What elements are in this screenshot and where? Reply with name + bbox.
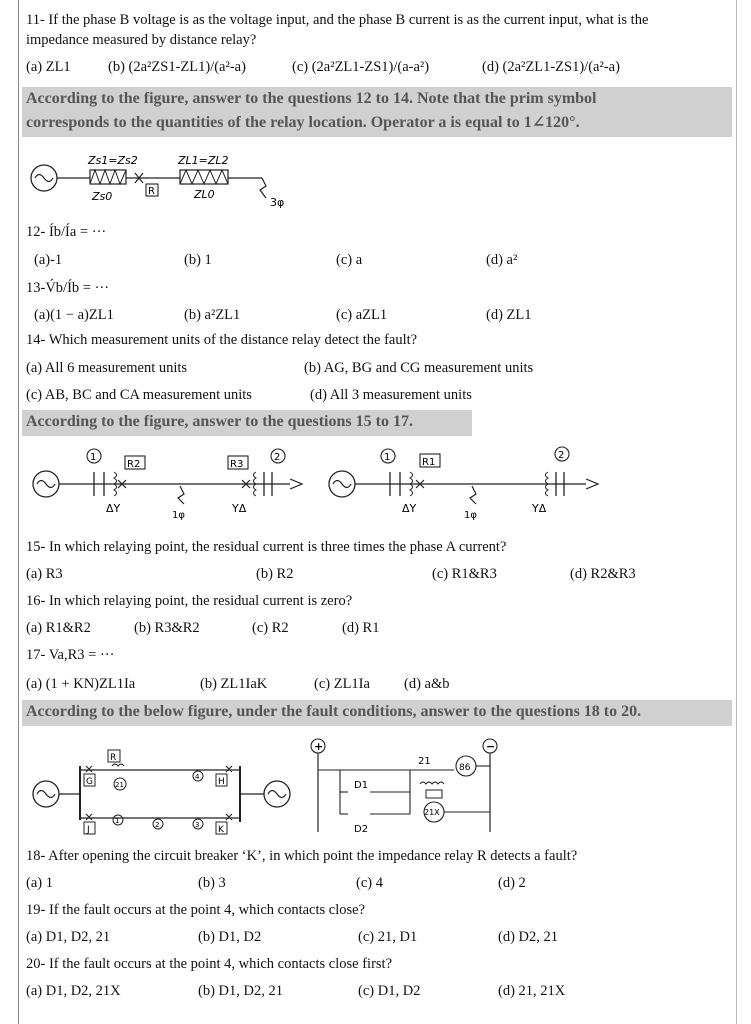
fig2-left-dy: ΔY	[106, 502, 121, 515]
right-margin-rule	[736, 0, 737, 1024]
fig3-relay-r: R	[110, 753, 117, 763]
arrow-right-icon	[586, 479, 598, 489]
q17-option-b: (b) ZL1IaK	[200, 676, 268, 692]
q20-option-d: (d) 21, 21X	[498, 983, 566, 999]
q18-option-a: (a) 1	[26, 875, 53, 891]
q14-stem: 14- Which measurement units of the distance relay detect the fault?	[26, 332, 418, 348]
q15-option-b: (b) R2	[256, 566, 294, 582]
banner-questions-15-17: According to the figure, answer to the questions 15 to 17.	[22, 410, 472, 436]
q18-option-b: (b) 3	[198, 875, 226, 891]
q16-stem: 16- In which relaying point, the residual current is zero?	[26, 593, 353, 609]
fig2-left-node-2: 2	[274, 452, 281, 463]
q12-option-b: (b) 1	[184, 252, 212, 268]
sine-wave-icon	[37, 481, 55, 488]
breaker-g-x	[86, 766, 92, 772]
fig2-right-node-1: 1	[384, 452, 391, 463]
fig1-relay-label: R	[148, 186, 155, 197]
banner-questions-12-14	[22, 87, 732, 137]
banner1-line1: According to the figure, answer to the questions 12 to 14. Note that the prim symbol	[26, 90, 597, 107]
q12-stem: 12- Íb/Ía = ···	[26, 224, 107, 240]
fig3-contact-21: 21	[418, 756, 431, 767]
fig3-lockout-86: 86	[459, 763, 471, 773]
q14-option-b: (b) AG, BG and CG measurement units	[304, 360, 534, 376]
arrow-right-icon	[290, 479, 302, 489]
q19-option-d: (d) D2, 21	[498, 929, 559, 945]
q17-option-d: (d) a&b	[404, 676, 450, 692]
q18-option-c: (c) 4	[356, 875, 383, 891]
q20-stem: 20- If the fault occurs at the point 4, which contacts close first?	[26, 956, 393, 972]
q17-option-a: (a) (1 + KN)ZL1Ia	[26, 676, 136, 692]
fig2-relay-r1: R1	[422, 457, 436, 468]
q12-option-c: (c) a	[336, 252, 363, 268]
left-margin-rule	[18, 0, 19, 1024]
q14-option-a: (a) All 6 measurement units	[26, 360, 188, 376]
q13-stem: 13-V́b/Íb = ···	[26, 280, 110, 296]
q11-option-c: (c) (2a²ZL1-ZS1)/(a-a²)	[292, 59, 430, 75]
q12-option-a: (a)-1	[34, 252, 63, 268]
q11-line2: impedance measured by distance relay?	[26, 32, 257, 48]
fig3-contact-d1: D1	[354, 780, 369, 791]
fig2-right-ya: YΔ	[532, 502, 547, 515]
fig3-point-4: 4	[195, 773, 200, 781]
fig3-breaker-g: G	[86, 777, 93, 787]
fig1-fault-label: 3φ	[270, 196, 285, 209]
fig3-relay-21: 21	[115, 781, 124, 789]
fig2-right-dy: ΔY	[402, 502, 417, 515]
fig2-right-1phi: 1φ	[464, 510, 477, 521]
q14-option-d: (d) All 3 measurement units	[310, 387, 472, 403]
fig3-minus-terminal: −	[486, 740, 496, 753]
fig3-point-1: 1	[115, 817, 120, 825]
fig3-point-2: 2	[155, 821, 160, 829]
fig2-left-node-1: 1	[90, 452, 97, 463]
banner-questions-18-20: According to the below figure, under the fault conditions, answer to the questions 18 to 20.	[22, 700, 732, 726]
q16-option-b: (b) R3&R2	[134, 620, 200, 636]
q19-option-b: (b) D1, D2	[198, 929, 262, 945]
fig1-zs-label: Zs1=Zs2	[88, 154, 138, 167]
q17-stem: 17- Va,R3 = ···	[26, 647, 115, 663]
figure-1-circuit	[30, 148, 330, 210]
q11-line1: 11- If the phase B voltage is as the voltage input, and the phase B current is as the current input, what is the	[26, 12, 649, 28]
q13-option-b: (b) a²ZL1	[184, 307, 241, 323]
fig1-zl-label: ZL1=ZL2	[178, 154, 229, 167]
q14-option-c: (c) AB, BC and CA measurement units	[26, 387, 252, 403]
fig3-point-3: 3	[195, 821, 200, 829]
fig2-left-1phi: 1φ	[172, 510, 185, 521]
q18-option-d: (d) 2	[498, 875, 526, 891]
sine-wave-icon	[268, 791, 286, 798]
fig3-breaker-k: K	[218, 825, 224, 835]
q13-option-a: (a)(1 − a)ZL1	[34, 307, 114, 323]
q13-option-c: (c) aZL1	[336, 307, 388, 323]
q17-option-c: (c) ZL1Ia	[314, 676, 370, 692]
sine-wave-icon	[37, 791, 55, 798]
figure-3-protection-scheme	[30, 736, 500, 836]
q20-option-a: (a) D1, D2, 21X	[26, 983, 121, 999]
sine-wave-icon	[333, 481, 351, 488]
q20-option-b: (b) D1, D2, 21	[198, 983, 283, 999]
q15-option-d: (d) R2&R3	[570, 566, 636, 582]
figure-2-circuits	[30, 446, 720, 524]
fig1-zl0-label: ZL0	[194, 188, 215, 201]
fault-arrow-icon	[260, 178, 266, 198]
q13-option-d: (d) ZL1	[486, 307, 532, 323]
fault-arrow-icon	[470, 486, 476, 504]
q11-option-a: (a) ZL1	[26, 59, 71, 75]
fig2-left-ya: YΔ	[232, 502, 247, 515]
q19-option-c: (c) 21, D1	[358, 929, 418, 945]
fig2-relay-r2: R2	[127, 459, 141, 470]
q11-option-d: (d) (2a²ZL1-ZS1)/(a²-a)	[482, 59, 620, 75]
fig2-right-node-2: 2	[558, 450, 565, 461]
banner1-line2: corresponds to the quantities of the relay location. Operator a is equal to 1∠120°.	[26, 114, 580, 131]
q15-option-c: (c) R1&R3	[432, 566, 497, 582]
sine-wave-icon	[35, 175, 53, 182]
fig3-breaker-j: J	[87, 825, 90, 835]
fig2-relay-r3: R3	[230, 459, 244, 470]
q18-stem: 18- After opening the circuit breaker ‘K’, in which point the impedance relay R detects a fault?	[26, 848, 578, 864]
fig1-zs0-label: Zs0	[92, 190, 113, 203]
fig3-breaker-h: H	[218, 777, 225, 787]
q20-option-c: (c) D1, D2	[358, 983, 421, 999]
q15-option-a: (a) R3	[26, 566, 63, 582]
q16-option-d: (d) R1	[342, 620, 380, 636]
fault-arrow-icon	[178, 486, 184, 504]
q19-option-a: (a) D1, D2, 21	[26, 929, 111, 945]
fig3-relay-21x: 21X	[424, 808, 440, 817]
q16-option-a: (a) R1&R2	[26, 620, 91, 636]
q15-stem: 15- In which relaying point, the residual current is three times the phase A current?	[26, 539, 507, 555]
q12-option-d: (d) a²	[486, 252, 518, 268]
fig3-plus-terminal: +	[314, 740, 324, 753]
q16-option-c: (c) R2	[252, 620, 289, 636]
q11-option-b: (b) (2a²ZS1-ZL1)/(a²-a)	[108, 59, 246, 75]
q19-stem: 19- If the fault occurs at the point 4, which contacts close?	[26, 902, 366, 918]
fig3-contact-d2: D2	[354, 824, 369, 835]
